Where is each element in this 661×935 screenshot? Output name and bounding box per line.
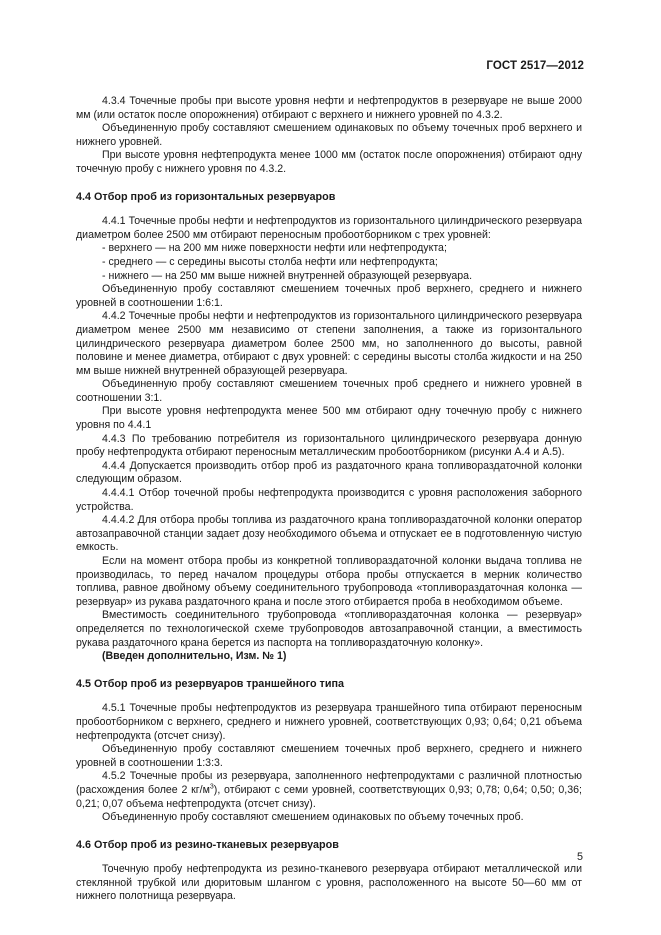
- list-item: - верхнего — на 200 мм ниже поверхности нефти или нефтепродукта;: [102, 242, 582, 256]
- amendment-note: (Введен дополнительно, Изм. № 1): [102, 650, 287, 663]
- paragraph-4-4-4-1: 4.4.4.1 Отбор точечной пробы нефтепродукта производится с уровня расположения заборного устройства.: [76, 487, 582, 513]
- paragraph-4-4-4-2-capacity: Вместимость соединительного трубопровода «топливораздаточная колонка — резервуар» определяется по технологической схеме трубопроводов автозаправочной станции, а вместимость рукава раздаточного крана берется из паспорта на топливораздаточную колонку».: [76, 609, 582, 649]
- paragraph-4-4-1-combined: Объединенную пробу составляют смешением точечных проб верхнего, среднего и нижнего уровней в соотношении 1:6:1.: [76, 283, 582, 309]
- paragraph-4-3-4-combined: Объединенную пробу составляют смешением одинаковых по объему точечных проб верхнего и нижнего уровней.: [76, 122, 582, 148]
- paragraph-4-5-2: [76, 770, 582, 811]
- paragraph-4-5-2-combined: Объединенную пробу составляют смешением одинаковых по объему точечных проб.: [102, 811, 524, 824]
- page-number: 5: [576, 851, 583, 863]
- list-item: - нижнего — на 250 мм выше нижней внутренней образующей резервуара.: [102, 270, 582, 284]
- paragraph-4-4-3: 4.4.3 По требованию потребителя из горизонтального цилиндрического резервуара донную пробу нефтепродукта отбирают переносным металлическим пробоотборником (рисунки А.4 и А.5).: [76, 432, 582, 459]
- paragraph-4-4-2-low-level: При высоте уровня нефтепродукта менее 500 мм отбирают одну точечную пробу с нижнего уровня по 4.4.1: [76, 405, 582, 432]
- paragraph-4-4-4-2: 4.4.4.2 Для отбора пробы топлива из раздаточного крана топливораздаточной колонки оператор автозаправочной станции задает дозу необходимого объема и отпускает ее в подготовленную чистую емкость.: [76, 514, 582, 554]
- document-body: [76, 95, 582, 904]
- paragraph-4-6: Точечную пробу нефтепродукта из резино-тканевого резервуара отбирают металлической или стеклянной трубкой или дюритовым шлангом с уровня, расположенного на высоте 50—60 мм от нижнего полотнища резервуара.: [76, 863, 582, 903]
- section-heading-4-6: 4.6 Отбор проб из резино-тканевых резервуаров: [76, 838, 339, 851]
- levels-list: [76, 242, 582, 283]
- paragraph-4-5-2-part-a: 4.5.2 Точечные пробы из резервуара, заполненного нефтепродуктами с различной плотностью (расхождения более 2 кг/м: [76, 770, 582, 796]
- list-item: - среднего — с середины высоты столба нефти или нефтепродукта;: [102, 256, 582, 270]
- paragraph-4-4-2-combined: Объединенную пробу составляют смешением точечных проб среднего и нижнего уровней в соотношении 3:1.: [76, 378, 582, 404]
- paragraph-4-5-2-part-b: ), отбирают с семи уровней, соответствующих 0,93; 0,78; 0,64; 0,50; 0,36; 0,21; 0,07 объема нефтепродукта (отсчет снизу).: [76, 783, 582, 810]
- paragraph-4-4-4-2-no-dispense: Если на момент отбора пробы из конкретной топливораздаточной колонки выдача топлива не производилась, то перед началом процедуры отбора пробы отпускается в мерник количество топлива, равное двойному объему соединительного трубопровода «топливораздаточная колонка — резервуар» из рукава раздаточного крана и после этого отбирается проба в необходимом объеме.: [76, 555, 582, 608]
- section-heading-4-4: 4.4 Отбор проб из горизонтальных резервуаров: [76, 190, 336, 203]
- paragraph-4-4-2: 4.4.2 Точечные пробы нефти и нефтепродуктов из горизонтального цилиндрического резервуара диаметром менее 2500 мм независимо от степени заполнения, а также из горизонтального цилиндрического резервуара диаметром более 2500 мм, но заполненного до высоты, равной половине и менее диаметра, отбирают с двух уровней: с середины высоты столба жидкости и на 250 мм выше нижней внутренней образующей резервуара.: [76, 310, 582, 377]
- paragraph-4-4-1: 4.4.1 Точечные пробы нефти и нефтепродуктов из горизонтального цилиндрического резервуара диаметром более 2500 мм отбирают переносным пробоотборником с трех уровней:: [76, 215, 582, 241]
- paragraph-4-5-1: 4.5.1 Точечные пробы нефтепродуктов из резервуара траншейного типа отбирают переносным пробоотборником с верхнего, среднего и нижнего уровней, соответствующих 0,93; 0,64; 0,21 объема нефтепродукта (отсчет снизу).: [76, 702, 582, 742]
- superscript-cubed: 3: [209, 783, 214, 791]
- paragraph-4-3-4: 4.3.4 Точечные пробы при высоте уровня нефти и нефтепродуктов в резервуаре не выше 2000 мм (или остаток после опорожнения) отбирают с верхнего и нижнего уровней по 4.3.2.: [76, 95, 582, 121]
- paragraph-4-4-4: 4.4.4 Допускается производить отбор проб из раздаточного крана топливораздаточной колонки следующим образом.: [76, 459, 582, 486]
- section-heading-4-5: 4.5 Отбор проб из резервуаров траншейного типа: [76, 677, 344, 690]
- paragraph-4-5-1-combined: Объединенную пробу составляют смешением точечных проб верхнего, среднего и нижнего уровней в соотношении 1:3:3.: [76, 743, 582, 769]
- document-standard-id: ГОСТ 2517—2012: [486, 60, 584, 72]
- paragraph-4-3-4-low-level: При высоте уровня нефтепродукта менее 1000 мм (остаток после опорожнения) отбирают одну точечную пробу с нижнего уровня по 4.3.2.: [76, 149, 582, 175]
